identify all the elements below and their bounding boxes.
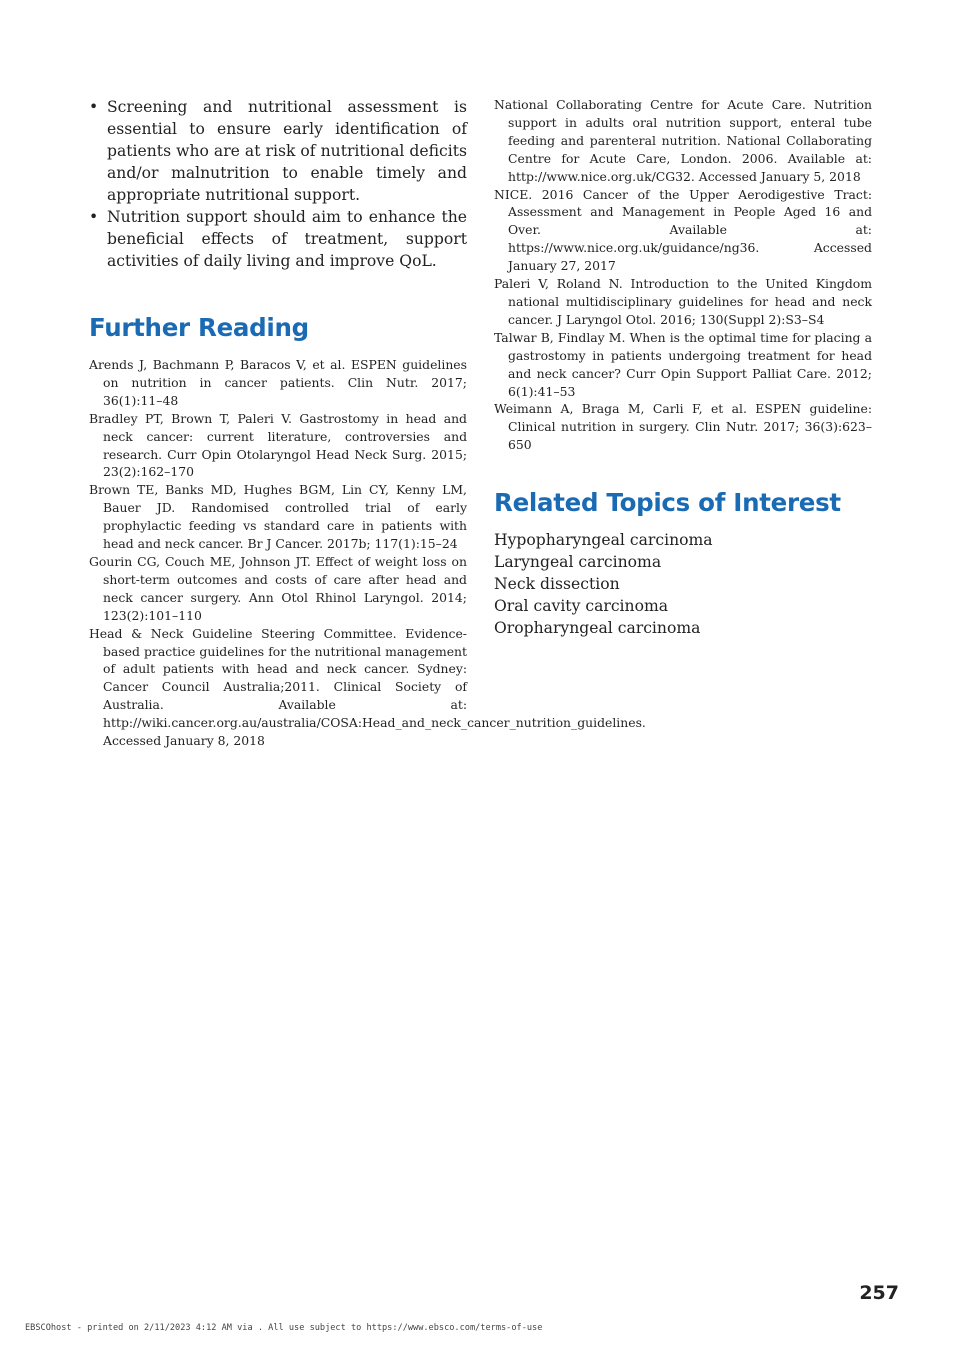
reference-item: Talwar B, Findlay M. When is the optimal time for placing a gastrostomy in patients undergoing treatment for head and neck cancer? Curr Opin Support Palliat Care. 2012; 6(1):41–53	[494, 329, 872, 399]
reference-item: NICE. 2016 Cancer of the Upper Aerodigestive Tract: Assessment and Management in People Aged 16 and Over. Available at: https://www.nice.org.uk/guidance/ng36. Accessed January 27, 2017	[494, 186, 872, 274]
bullet-text: Screening and nutritional assessment is essential to ensure early identification of patients who are at risk of nutritional deficits and/or malnutrition to enable timely and appropriate nutritional support.	[107, 98, 467, 204]
reference-item: Weimann A, Braga M, Carli F, et al. ESPEN guideline: Clinical nutrition in surgery. Clin Nutr. 2017; 36(3):623–650	[494, 401, 872, 453]
further-reading-heading: Further Reading	[89, 313, 309, 342]
right-column	[494, 96, 872, 639]
related-topic-item: Oropharyngeal carcinoma	[494, 619, 701, 638]
related-topic-item: Oral cavity carcinoma	[494, 597, 669, 616]
further-reading-list-right	[494, 96, 872, 454]
reference-item: Gourin CG, Couch ME, Johnson JT. Effect of weight loss on short-term outcomes and costs of care after head and neck cancer surgery. Ann Otol Rhinol Laryngol. 2014; 123(2):101–110	[89, 553, 467, 623]
related-topics-list	[494, 529, 872, 639]
related-topic-item: Neck dissection	[494, 575, 620, 594]
print-footer: EBSCOhost - printed on 2/11/2023 4:12 AM via . All use subject to https://www.ebsco.com/terms-of-use	[25, 1323, 543, 1333]
reference-item: Brown TE, Banks MD, Hughes BGM, Lin CY, Kenny LM, Bauer JD. Randomised controlled trial of early prophylactic feeding vs standard care in patients with head and neck cancer. Br J Cancer. 2017b; 117(1):15–24	[89, 482, 467, 552]
reference-item: Bradley PT, Brown T, Paleri V. Gastrostomy in head and neck cancer: current literature, controversies and research. Curr Opin Otolaryngol Head Neck Surg. 2015; 23(2):162–170	[89, 410, 467, 480]
bullet-text: Nutrition support should aim to enhance the beneficial effects of treatment, support activities of daily living and improve QoL.	[107, 208, 467, 270]
reference-item: Arends J, Bachmann P, Baracos V, et al. ESPEN guidelines on nutrition in cancer patients. Clin Nutr. 2017; 36(1):11–48	[89, 357, 467, 408]
reference-item: Head & Neck Guideline Steering Committee. Evidence-based practice guidelines for the nutritional management of adult patients with head and neck cancer. Sydney: Cancer Council Australia;2011. Clinical Society of Australia. Available at: http://wiki.cancer.org.au/australia/COSA:Head_and_neck_cancer_nutrition_guidelines. Accessed January 8, 2018	[89, 625, 646, 749]
page-number: 257	[859, 1282, 899, 1304]
key-points-list	[89, 96, 467, 272]
related-topic-item: Hypopharyngeal carcinoma	[494, 531, 713, 550]
bullet-item	[89, 206, 467, 272]
reference-item: Paleri V, Roland N. Introduction to the United Kingdom national multidisciplinary guidelines for head and neck cancer. J Laryngol Otol. 2016; 130(Suppl 2):S3–S4	[494, 276, 872, 327]
bullet-icon: •	[89, 208, 99, 226]
bullet-icon: •	[89, 98, 99, 116]
related-topic-item: Laryngeal carcinoma	[494, 553, 662, 572]
reference-item: National Collaborating Centre for Acute Care. Nutrition support in adults oral nutrition support, enteral tube feeding and parenteral nutrition. National Collaborating Centre for Acute Care, London. 2006. Available at: http://www.nice.org.uk/CG32. Accessed January 5, 2018	[494, 97, 872, 184]
related-topics-heading: Related Topics of Interest	[494, 488, 841, 518]
bullet-item	[89, 96, 467, 206]
